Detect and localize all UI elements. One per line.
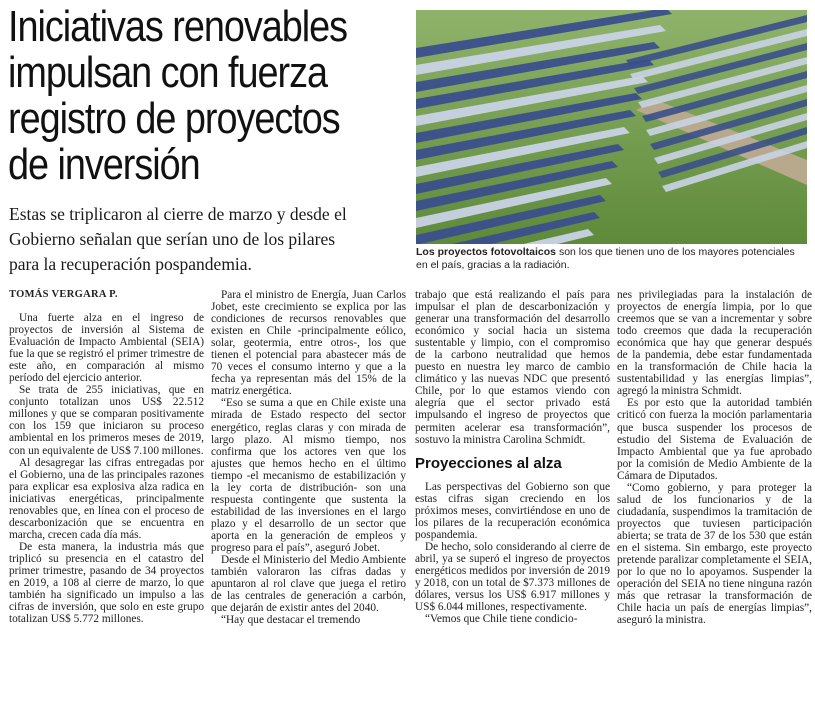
- paragraph: Para el ministro de Energía, Juan Carlos Jobet, este crecimiento se explica por las condiciones de recursos renovables que existen en Chile -principalmente eólico, solar, geotermia, entre otros-, los que tienen el potencial para abastecer más de 70 veces el consumo interno y que a la fecha ya representan más del 15% de la matriz energética.: [211, 289, 406, 398]
- caption-text: son los que tienen uno de los mayores potenciales en el país, gracias a la radiación.: [416, 246, 795, 271]
- paragraph: Una fuerte alza en el ingreso de proyectos de inversión al Sistema de Evaluación de Impacto Ambiental (SEIA) fue la que se registró el primer trimestre de este año, en comparación al mismo período del ejercicio anterior.: [9, 312, 204, 385]
- paragraph: “Eso se suma a que en Chile existe una mirada de Estado respecto del sector energético, reglas claras y con mirada de largo plazo. Al mismo tiempo, nos confirma que los actores ven que los ajustes que hemos hecho en el último tiempo -el mecanismo de estabilización y la ley corta de distribución- son una respuesta contingente que sustenta la estabilidad de las inversiones en el largo plazo y el desarrollo de un sector que aporta en la generación de empleos y progreso para el país”, aseguró Jobet.: [211, 397, 406, 554]
- text-column-2: [211, 289, 406, 626]
- headline-line: de inversión: [8, 140, 200, 189]
- solar-farm-illustration: [416, 10, 807, 244]
- solar-farm-photo: [416, 10, 807, 244]
- headline-line: impulsan con fuerza: [8, 48, 328, 97]
- paragraph: “Hay que destacar el tremendo: [221, 614, 361, 627]
- paragraph: trabajo que está realizando el país para impulsar el plan de descarbonización y generar una transformación del desarrollo económico y social hacia un sistema sustentable y limpio, con el compromiso de la carbono neutralidad que hemos puesto en nuestra ley marco de cambio climático y las nuevas NDC que presentó Chile, por lo que estamos viendo con alegría que el sector privado está impulsando el ingreso de proyectos que permiten acelerar esa transformación”, sostuvo la ministra Carolina Schmidt.: [415, 289, 610, 446]
- paragraph: Se trata de 255 iniciativas, que en conjunto totalizan unos US$ 22.512 millones y que se comparan positivamente con los 159 que iniciaron su proceso ambiental en los primeros meses de 2019, con un equivalente de US$ 7.100 millones.: [9, 384, 204, 457]
- paragraph: Al desagregar las cifras entregadas por el Gobierno, una de las principales razones para explicar esa explosiva alza radica en iniciativas energéticas, principalmente renovables que, en línea con el proceso de descarbonización que se encuentra en marcha, crecen cada día más.: [9, 456, 204, 541]
- headline-line: Iniciativas renovables: [8, 2, 348, 51]
- text-column-1: [9, 312, 204, 625]
- subhead-line: Estas se triplicaron al cierre de marzo y desde el: [9, 204, 347, 224]
- paragraph: Desde el Ministerio del Medio Ambiente también valoraron las cifras dadas y apuntaron al rol clave que juega el retiro de las centrales de generación a carbón, que dejarán de existir antes del 2040.: [211, 554, 406, 615]
- paragraph: Es por esto que la autoridad también criticó con fuerza la moción parlamentaria que busca suspender los procesos de estudio del Sistema de Evaluación de Impacto Ambiental que ya fue aprobado por la comisión de Medio Ambiente de la Cámara de Diputados.: [617, 397, 812, 482]
- byline: TOMÁS VERGARA P.: [9, 289, 118, 300]
- headline: [8, 4, 352, 188]
- paragraph: De hecho, solo considerando al cierre de abril, ya se superó el ingreso de proyectos energéticos medidos por inversión de 2019 y 2018, con un total de $7.373 millones de dólares, versus los US$ 6.917 millones y US$ 6.044 millones, respectivamente.: [415, 540, 610, 614]
- subheadline: [9, 202, 409, 277]
- paragraph: “Como gobierno, y para proteger la salud de los funcionarios y de la ciudadanía, suspendimos la tramitación de proyectos que tuviesen participación abierta; se trata de 37 de los 530 que están en el sistema. Sin embargo, este proyecto pretende paralizar completamente el SEIA, por lo que no lo apoyamos. Suspender la operación del SEIA no tiene ninguna razón más que retrasar la transformación de Chile hacia un país de energías limpias”, aseguró la ministra.: [617, 481, 812, 627]
- paragraph: De esta manera, la industria más que triplicó su presencia en el catastro del primer trimestre, pasando de 34 proyectos en 2019, a 108 al cierre de marzo, lo que también ha significado un impulso a las cifras de inversión, que solo en este grupo totalizan US$ 5.772 millones.: [9, 540, 204, 626]
- paragraph: Las perspectivas del Gobierno son que estas cifras sigan creciendo en los próximos meses, convirtiéndose en uno de los pilares de la recuperación económica pospandemia.: [415, 480, 610, 541]
- photo-caption: [416, 246, 808, 272]
- caption-lead: Los proyectos fotovoltaicos: [416, 246, 557, 258]
- text-column-3: [415, 289, 610, 625]
- paragraph: “Vemos que Chile tiene condicio-: [425, 613, 578, 626]
- text-column-4: [617, 289, 812, 626]
- section-title: Proyecciones al alza: [415, 454, 562, 472]
- subhead-line: para la recuperación pospandemia.: [9, 254, 252, 274]
- paragraph: nes privilegiadas para la instalación de proyectos de energía limpia, por lo que creemos que se van a incrementar y sobre todo creemos que dada la recuperación económica que hay que generar después de la pandemia, debe estar fundamentada en la transformación de Chile hacia la sustentabilidad y las energías limpias”, agregó la ministra Schmidt.: [617, 289, 812, 398]
- subhead-line: Gobierno señalan que serían uno de los pilares: [9, 229, 336, 249]
- headline-line: registro de proyectos: [8, 94, 340, 143]
